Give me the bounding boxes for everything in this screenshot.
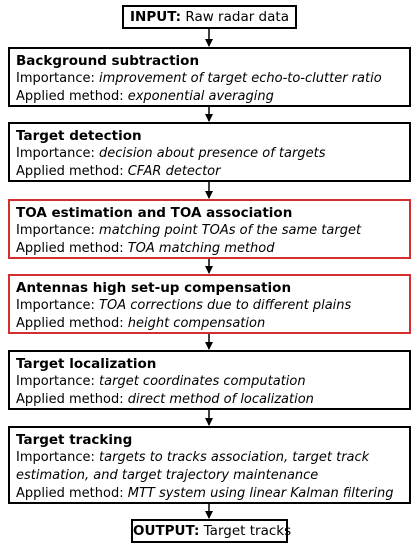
importance-value: improvement of target echo-to-clutter ratio	[99, 71, 382, 86]
output-text: Target tracks	[203, 523, 292, 539]
method-value: TOA matching method	[127, 241, 275, 256]
importance-value: TOA corrections due to different plains	[99, 298, 352, 313]
importance-label: Importance:	[16, 223, 95, 238]
method-label: Applied method:	[16, 486, 124, 501]
output-label: OUTPUT:	[133, 523, 200, 539]
method-label: Applied method:	[16, 89, 124, 104]
method-value: exponential averaging	[127, 89, 274, 104]
step-title: TOA estimation and TOA association	[16, 205, 293, 221]
step-title: Target tracking	[16, 432, 133, 448]
input-text: Raw radar data	[185, 9, 289, 25]
importance-label: Importance:	[16, 71, 95, 86]
method-value: height compensation	[127, 316, 266, 331]
importance-value: decision about presence of targets	[99, 146, 326, 161]
step-title: Antennas high set-up compensation	[16, 280, 292, 296]
step-title: Background subtraction	[16, 53, 200, 69]
importance-label: Importance:	[16, 450, 95, 465]
method-label: Applied method:	[16, 392, 124, 407]
importance-value: target coordinates computation	[99, 374, 306, 389]
step-title: Target detection	[16, 128, 142, 144]
method-value: CFAR detector	[127, 164, 221, 179]
step-title: Target localization	[16, 356, 157, 372]
importance-label: Importance:	[16, 374, 95, 389]
importance-label: Importance:	[16, 146, 95, 161]
importance-value: matching point TOAs of the same target	[99, 223, 362, 238]
input-label: INPUT:	[130, 9, 182, 25]
method-label: Applied method:	[16, 316, 124, 331]
importance-value: targets to tracks association, target track estimation, and target trajectory maintenance	[16, 450, 370, 483]
method-value: direct method of localization	[127, 392, 314, 407]
method-value: MTT system using linear Kalman filtering	[127, 486, 394, 501]
importance-label: Importance:	[16, 298, 95, 313]
method-label: Applied method:	[16, 164, 124, 179]
method-label: Applied method:	[16, 241, 124, 256]
